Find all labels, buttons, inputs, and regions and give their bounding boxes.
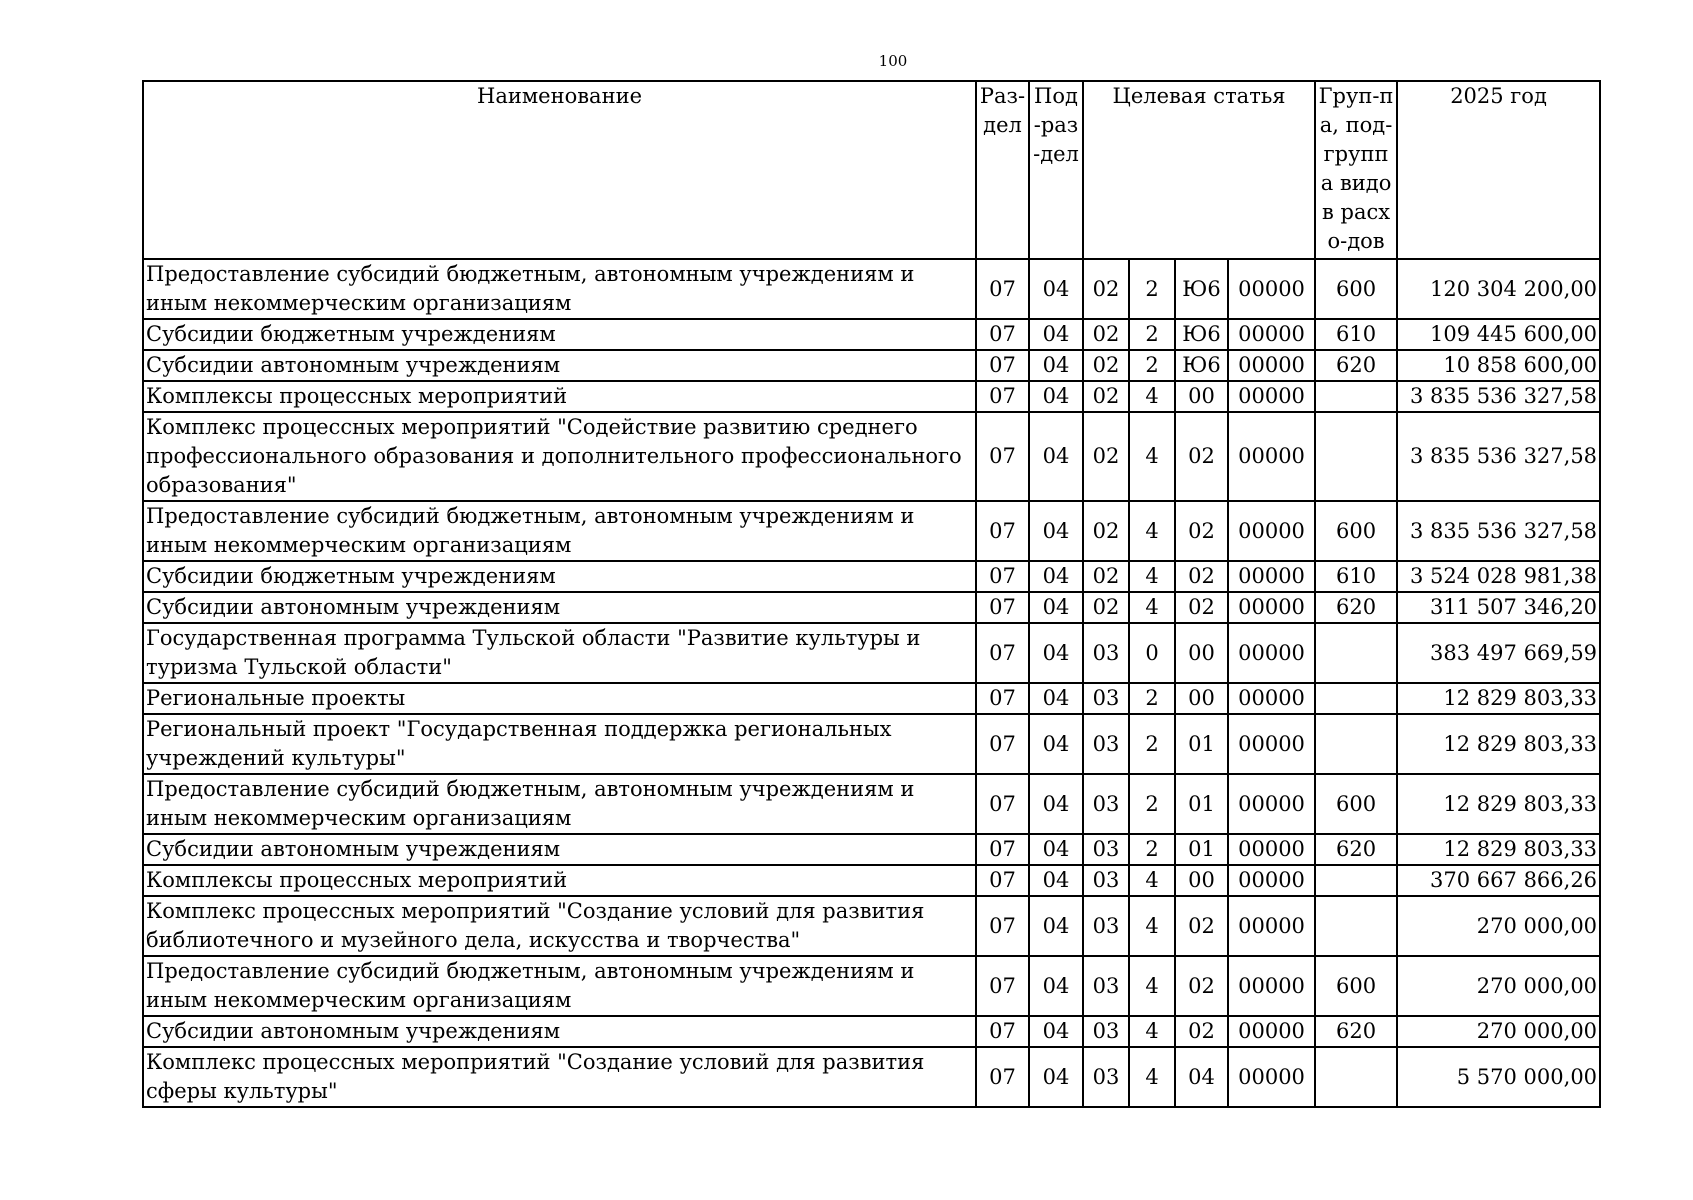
- row-expense-group: 620: [1315, 350, 1397, 381]
- row-target-program: 02: [1083, 259, 1129, 319]
- row-target-element: 00: [1175, 623, 1228, 683]
- row-target-program: 03: [1083, 714, 1129, 774]
- row-amount: 3 835 536 327,58: [1397, 501, 1600, 561]
- row-target-program: 03: [1083, 865, 1129, 896]
- row-target-program: 02: [1083, 592, 1129, 623]
- row-subsection: 04: [1029, 834, 1083, 865]
- row-target-type: 4: [1129, 561, 1175, 592]
- row-target-element: 01: [1175, 774, 1228, 834]
- row-section: 07: [976, 896, 1029, 956]
- row-subsection: 04: [1029, 956, 1083, 1016]
- table-row: [143, 774, 1600, 834]
- row-name: Субсидии автономным учреждениям: [143, 592, 976, 623]
- row-expense-group: [1315, 412, 1397, 501]
- row-amount: 5 570 000,00: [1397, 1047, 1600, 1107]
- row-amount: 3 524 028 981,38: [1397, 561, 1600, 592]
- row-subsection: 04: [1029, 381, 1083, 412]
- row-amount: 12 829 803,33: [1397, 683, 1600, 714]
- table-row: [143, 501, 1600, 561]
- row-name: Комплексы процессных мероприятий: [143, 865, 976, 896]
- row-target-program: 02: [1083, 561, 1129, 592]
- row-target-direction: 00000: [1228, 381, 1315, 412]
- row-target-type: 4: [1129, 956, 1175, 1016]
- table-row: [143, 1016, 1600, 1047]
- table-header-row: [143, 81, 1600, 259]
- row-amount: 270 000,00: [1397, 956, 1600, 1016]
- row-name: Комплекс процессных мероприятий "Создание условий для развития сферы культуры": [143, 1047, 976, 1107]
- row-expense-group: [1315, 714, 1397, 774]
- row-expense-group: [1315, 865, 1397, 896]
- row-name: Субсидии автономным учреждениям: [143, 350, 976, 381]
- row-section: 07: [976, 1016, 1029, 1047]
- row-section: 07: [976, 834, 1029, 865]
- row-target-element: 02: [1175, 592, 1228, 623]
- row-amount: 270 000,00: [1397, 896, 1600, 956]
- row-target-type: 4: [1129, 412, 1175, 501]
- table-row: [143, 319, 1600, 350]
- row-section: 07: [976, 774, 1029, 834]
- row-subsection: 04: [1029, 714, 1083, 774]
- row-amount: 120 304 200,00: [1397, 259, 1600, 319]
- row-target-element: 02: [1175, 896, 1228, 956]
- row-target-direction: 00000: [1228, 1047, 1315, 1107]
- header-target-article: Целевая статья: [1083, 81, 1315, 259]
- row-target-type: 2: [1129, 350, 1175, 381]
- header-expense-group: Груп-па, под-группа видов расхо-дов: [1315, 81, 1397, 259]
- row-expense-group: 600: [1315, 501, 1397, 561]
- row-expense-group: [1315, 896, 1397, 956]
- row-target-program: 02: [1083, 350, 1129, 381]
- row-expense-group: 610: [1315, 319, 1397, 350]
- row-target-direction: 00000: [1228, 683, 1315, 714]
- row-subsection: 04: [1029, 319, 1083, 350]
- row-target-element: 02: [1175, 1016, 1228, 1047]
- row-target-direction: 00000: [1228, 865, 1315, 896]
- row-expense-group: 620: [1315, 1016, 1397, 1047]
- row-name: Предоставление субсидий бюджетным, автономным учреждениям и иным некоммерческим организациям: [143, 259, 976, 319]
- table-row: [143, 956, 1600, 1016]
- row-subsection: 04: [1029, 1016, 1083, 1047]
- header-section: Раз-дел: [976, 81, 1029, 259]
- row-expense-group: [1315, 381, 1397, 412]
- row-name: Государственная программа Тульской области "Развитие культуры и туризма Тульской области": [143, 623, 976, 683]
- row-target-type: 4: [1129, 896, 1175, 956]
- row-target-program: 03: [1083, 834, 1129, 865]
- row-target-program: 02: [1083, 319, 1129, 350]
- page-number: 100: [878, 52, 908, 70]
- row-section: 07: [976, 592, 1029, 623]
- row-amount: 109 445 600,00: [1397, 319, 1600, 350]
- row-section: 07: [976, 381, 1029, 412]
- row-target-element: Ю6: [1175, 259, 1228, 319]
- table-row: [143, 381, 1600, 412]
- row-name: Предоставление субсидий бюджетным, автономным учреждениям и иным некоммерческим организациям: [143, 501, 976, 561]
- row-expense-group: 600: [1315, 956, 1397, 1016]
- row-target-element: 02: [1175, 561, 1228, 592]
- row-name: Комплексы процессных мероприятий: [143, 381, 976, 412]
- row-expense-group: 600: [1315, 774, 1397, 834]
- row-amount: 270 000,00: [1397, 1016, 1600, 1047]
- budget-table: [142, 80, 1601, 1108]
- row-amount: 12 829 803,33: [1397, 774, 1600, 834]
- row-name: Субсидии автономным учреждениям: [143, 834, 976, 865]
- table-row: [143, 623, 1600, 683]
- row-target-program: 03: [1083, 623, 1129, 683]
- row-target-direction: 00000: [1228, 501, 1315, 561]
- row-subsection: 04: [1029, 896, 1083, 956]
- row-target-element: 02: [1175, 956, 1228, 1016]
- row-amount: 311 507 346,20: [1397, 592, 1600, 623]
- table-row: [143, 561, 1600, 592]
- row-target-direction: 00000: [1228, 319, 1315, 350]
- table-row: [143, 350, 1600, 381]
- row-target-type: 2: [1129, 714, 1175, 774]
- row-subsection: 04: [1029, 1047, 1083, 1107]
- row-expense-group: 620: [1315, 592, 1397, 623]
- row-target-type: 4: [1129, 501, 1175, 561]
- row-amount: 12 829 803,33: [1397, 714, 1600, 774]
- row-amount: 10 858 600,00: [1397, 350, 1600, 381]
- row-name: Комплекс процессных мероприятий "Создание условий для развития библиотечного и музейного дела, искусства и творчества": [143, 896, 976, 956]
- row-name: Субсидии бюджетным учреждениям: [143, 561, 976, 592]
- row-expense-group: 620: [1315, 834, 1397, 865]
- table-row: [143, 714, 1600, 774]
- row-section: 07: [976, 1047, 1029, 1107]
- row-target-direction: 00000: [1228, 956, 1315, 1016]
- row-target-program: 03: [1083, 1016, 1129, 1047]
- row-target-element: 02: [1175, 501, 1228, 561]
- row-section: 07: [976, 683, 1029, 714]
- header-subsection: Под-раз-дел: [1029, 81, 1083, 259]
- row-expense-group: [1315, 623, 1397, 683]
- row-subsection: 04: [1029, 774, 1083, 834]
- row-target-direction: 00000: [1228, 896, 1315, 956]
- row-target-element: Ю6: [1175, 319, 1228, 350]
- row-target-direction: 00000: [1228, 1016, 1315, 1047]
- row-target-element: 01: [1175, 834, 1228, 865]
- row-section: 07: [976, 865, 1029, 896]
- table-row: [143, 412, 1600, 501]
- row-target-element: 01: [1175, 714, 1228, 774]
- row-section: 07: [976, 956, 1029, 1016]
- row-subsection: 04: [1029, 683, 1083, 714]
- row-name: Региональные проекты: [143, 683, 976, 714]
- row-subsection: 04: [1029, 259, 1083, 319]
- table-row: [143, 865, 1600, 896]
- row-target-element: 04: [1175, 1047, 1228, 1107]
- row-target-element: 00: [1175, 381, 1228, 412]
- row-amount: 383 497 669,59: [1397, 623, 1600, 683]
- row-target-direction: 00000: [1228, 714, 1315, 774]
- row-target-type: 4: [1129, 865, 1175, 896]
- row-section: 07: [976, 350, 1029, 381]
- row-target-type: 4: [1129, 1016, 1175, 1047]
- row-expense-group: 610: [1315, 561, 1397, 592]
- row-target-direction: 00000: [1228, 259, 1315, 319]
- row-target-direction: 00000: [1228, 412, 1315, 501]
- row-target-type: 2: [1129, 834, 1175, 865]
- row-target-type: 2: [1129, 683, 1175, 714]
- table-row: [143, 592, 1600, 623]
- row-amount: 3 835 536 327,58: [1397, 412, 1600, 501]
- row-target-type: 2: [1129, 774, 1175, 834]
- row-target-type: 2: [1129, 319, 1175, 350]
- row-subsection: 04: [1029, 350, 1083, 381]
- row-target-program: 02: [1083, 501, 1129, 561]
- row-target-direction: 00000: [1228, 623, 1315, 683]
- row-target-program: 03: [1083, 896, 1129, 956]
- row-section: 07: [976, 501, 1029, 561]
- table-row: [143, 896, 1600, 956]
- row-target-direction: 00000: [1228, 774, 1315, 834]
- row-target-type: 0: [1129, 623, 1175, 683]
- row-expense-group: 600: [1315, 259, 1397, 319]
- row-section: 07: [976, 319, 1029, 350]
- row-expense-group: [1315, 683, 1397, 714]
- table-row: [143, 683, 1600, 714]
- row-name: Субсидии бюджетным учреждениям: [143, 319, 976, 350]
- row-subsection: 04: [1029, 592, 1083, 623]
- row-target-direction: 00000: [1228, 561, 1315, 592]
- row-target-element: 02: [1175, 412, 1228, 501]
- row-target-direction: 00000: [1228, 592, 1315, 623]
- row-subsection: 04: [1029, 561, 1083, 592]
- row-expense-group: [1315, 1047, 1397, 1107]
- row-amount: 3 835 536 327,58: [1397, 381, 1600, 412]
- row-amount: 12 829 803,33: [1397, 834, 1600, 865]
- table-row: [143, 259, 1600, 319]
- row-target-program: 02: [1083, 381, 1129, 412]
- row-section: 07: [976, 623, 1029, 683]
- row-target-element: 00: [1175, 865, 1228, 896]
- row-name: Субсидии автономным учреждениям: [143, 1016, 976, 1047]
- row-section: 07: [976, 561, 1029, 592]
- row-name: Предоставление субсидий бюджетным, автономным учреждениям и иным некоммерческим организациям: [143, 956, 976, 1016]
- row-name: Предоставление субсидий бюджетным, автономным учреждениям и иным некоммерческим организациям: [143, 774, 976, 834]
- row-target-type: 4: [1129, 1047, 1175, 1107]
- header-name: Наименование: [143, 81, 976, 259]
- row-section: 07: [976, 412, 1029, 501]
- row-subsection: 04: [1029, 412, 1083, 501]
- row-target-type: 2: [1129, 259, 1175, 319]
- row-target-direction: 00000: [1228, 350, 1315, 381]
- table-row: [143, 1047, 1600, 1107]
- row-target-element: Ю6: [1175, 350, 1228, 381]
- table-body: [143, 259, 1600, 1107]
- row-subsection: 04: [1029, 623, 1083, 683]
- row-target-program: 03: [1083, 1047, 1129, 1107]
- row-subsection: 04: [1029, 865, 1083, 896]
- row-name: Региональный проект "Государственная поддержка региональных учреждений культуры": [143, 714, 976, 774]
- row-target-element: 00: [1175, 683, 1228, 714]
- row-target-type: 4: [1129, 381, 1175, 412]
- row-target-program: 03: [1083, 956, 1129, 1016]
- row-section: 07: [976, 259, 1029, 319]
- row-target-program: 03: [1083, 683, 1129, 714]
- row-target-program: 03: [1083, 774, 1129, 834]
- row-target-type: 4: [1129, 592, 1175, 623]
- header-year: 2025 год: [1397, 81, 1600, 259]
- row-section: 07: [976, 714, 1029, 774]
- row-subsection: 04: [1029, 501, 1083, 561]
- row-target-program: 02: [1083, 412, 1129, 501]
- row-name: Комплекс процессных мероприятий "Содействие развитию среднего профессионального образования и дополнительного профессионального образования": [143, 412, 976, 501]
- table-row: [143, 834, 1600, 865]
- row-amount: 370 667 866,26: [1397, 865, 1600, 896]
- row-target-direction: 00000: [1228, 834, 1315, 865]
